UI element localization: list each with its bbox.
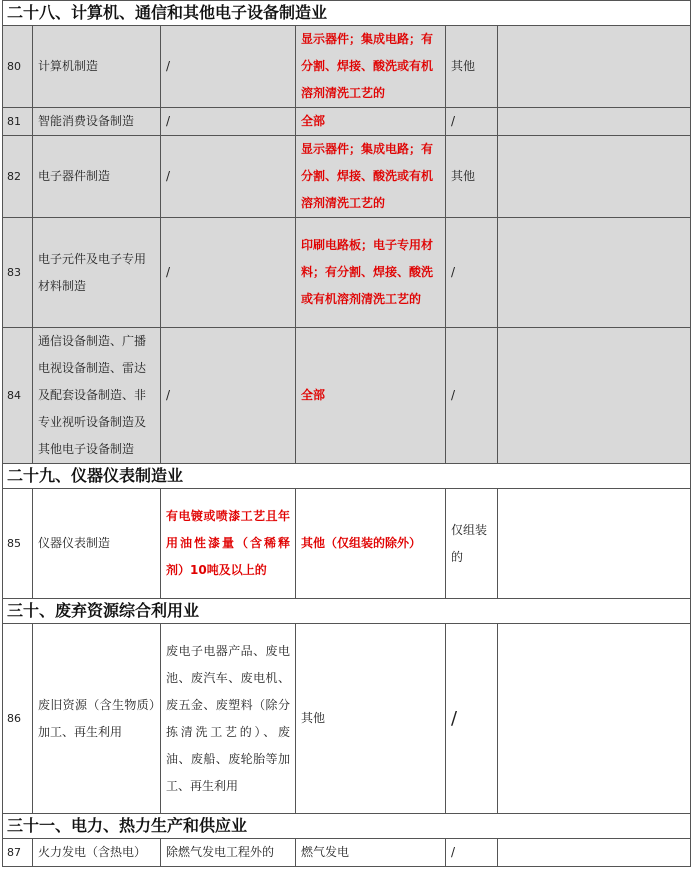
industry-name: 火力发电（含热电） [33, 839, 161, 867]
table-row-82 [3, 136, 691, 218]
table-row-81 [3, 108, 691, 136]
report-form-cell: 其他 [296, 624, 446, 814]
row-number: 87 [3, 839, 33, 867]
registration-form-cell: / [446, 108, 498, 136]
row-number: 81 [3, 108, 33, 136]
blank-cell [498, 489, 691, 599]
table-row-85 [3, 489, 691, 599]
blank-cell [498, 108, 691, 136]
section-header-29 [3, 464, 691, 489]
section-header-28 [3, 1, 691, 26]
industry-name: 废旧资源（含生物质）加工、再生利用 [33, 624, 161, 814]
table-row-83 [3, 218, 691, 328]
registration-form-cell: 仅组装的 [446, 489, 498, 599]
row-number: 83 [3, 218, 33, 328]
blank-cell [498, 136, 691, 218]
blank-cell [498, 839, 691, 867]
table-row-87 [3, 839, 691, 867]
registration-form-cell: / [446, 624, 498, 814]
industry-name: 通信设备制造、广播电视设备制造、雷达及配套设备制造、非专业视听设备制造及其他电子设备制造 [33, 328, 161, 464]
report-book-cell: / [161, 108, 296, 136]
report-book-cell: 有电镀或喷漆工艺且年用油性漆量（含稀释剂）10吨及以上的 [161, 489, 296, 599]
industry-name: 电子器件制造 [33, 136, 161, 218]
report-book-cell: / [161, 26, 296, 108]
blank-cell [498, 218, 691, 328]
report-book-cell: 除燃气发电工程外的 [161, 839, 296, 867]
report-book-cell: / [161, 328, 296, 464]
industry-name: 智能消费设备制造 [33, 108, 161, 136]
report-book-cell: / [161, 218, 296, 328]
row-number: 86 [3, 624, 33, 814]
table-row-84 [3, 328, 691, 464]
registration-form-cell: / [446, 839, 498, 867]
report-form-cell: 显示器件；集成电路；有分割、焊接、酸洗或有机溶剂清洗工艺的 [296, 26, 446, 108]
industry-name: 计算机制造 [33, 26, 161, 108]
report-form-cell: 燃气发电 [296, 839, 446, 867]
registration-form-cell: 其他 [446, 26, 498, 108]
industry-name: 仪器仪表制造 [33, 489, 161, 599]
registration-form-cell: / [446, 218, 498, 328]
section-title: 二十八、计算机、通信和其他电子设备制造业 [3, 1, 691, 26]
section-header-30 [3, 599, 691, 624]
table-row-80 [3, 26, 691, 108]
row-number: 85 [3, 489, 33, 599]
section-title: 三十一、电力、热力生产和供应业 [3, 814, 691, 839]
blank-cell [498, 328, 691, 464]
registration-form-cell: / [446, 328, 498, 464]
report-book-cell: 废电子电器产品、废电池、废汽车、废电机、废五金、废塑料（除分拣清洗工艺的）、废油、废船、废轮胎等加工、再生利用 [161, 624, 296, 814]
report-form-cell: 全部 [296, 108, 446, 136]
report-form-cell: 印刷电路板；电子专用材料；有分割、焊接、酸洗或有机溶剂清洗工艺的 [296, 218, 446, 328]
section-title: 三十、废弃资源综合利用业 [3, 599, 691, 624]
registration-form-cell: 其他 [446, 136, 498, 218]
row-number: 80 [3, 26, 33, 108]
classification-table [2, 0, 691, 867]
report-book-cell: / [161, 136, 296, 218]
blank-cell [498, 26, 691, 108]
section-header-31 [3, 814, 691, 839]
row-number: 84 [3, 328, 33, 464]
industry-name: 电子元件及电子专用材料制造 [33, 218, 161, 328]
report-form-cell: 显示器件；集成电路；有分割、焊接、酸洗或有机溶剂清洗工艺的 [296, 136, 446, 218]
section-title: 二十九、仪器仪表制造业 [3, 464, 691, 489]
row-number: 82 [3, 136, 33, 218]
table-row-86 [3, 624, 691, 814]
report-form-cell: 全部 [296, 328, 446, 464]
blank-cell [498, 624, 691, 814]
report-form-cell: 其他（仅组装的除外） [296, 489, 446, 599]
